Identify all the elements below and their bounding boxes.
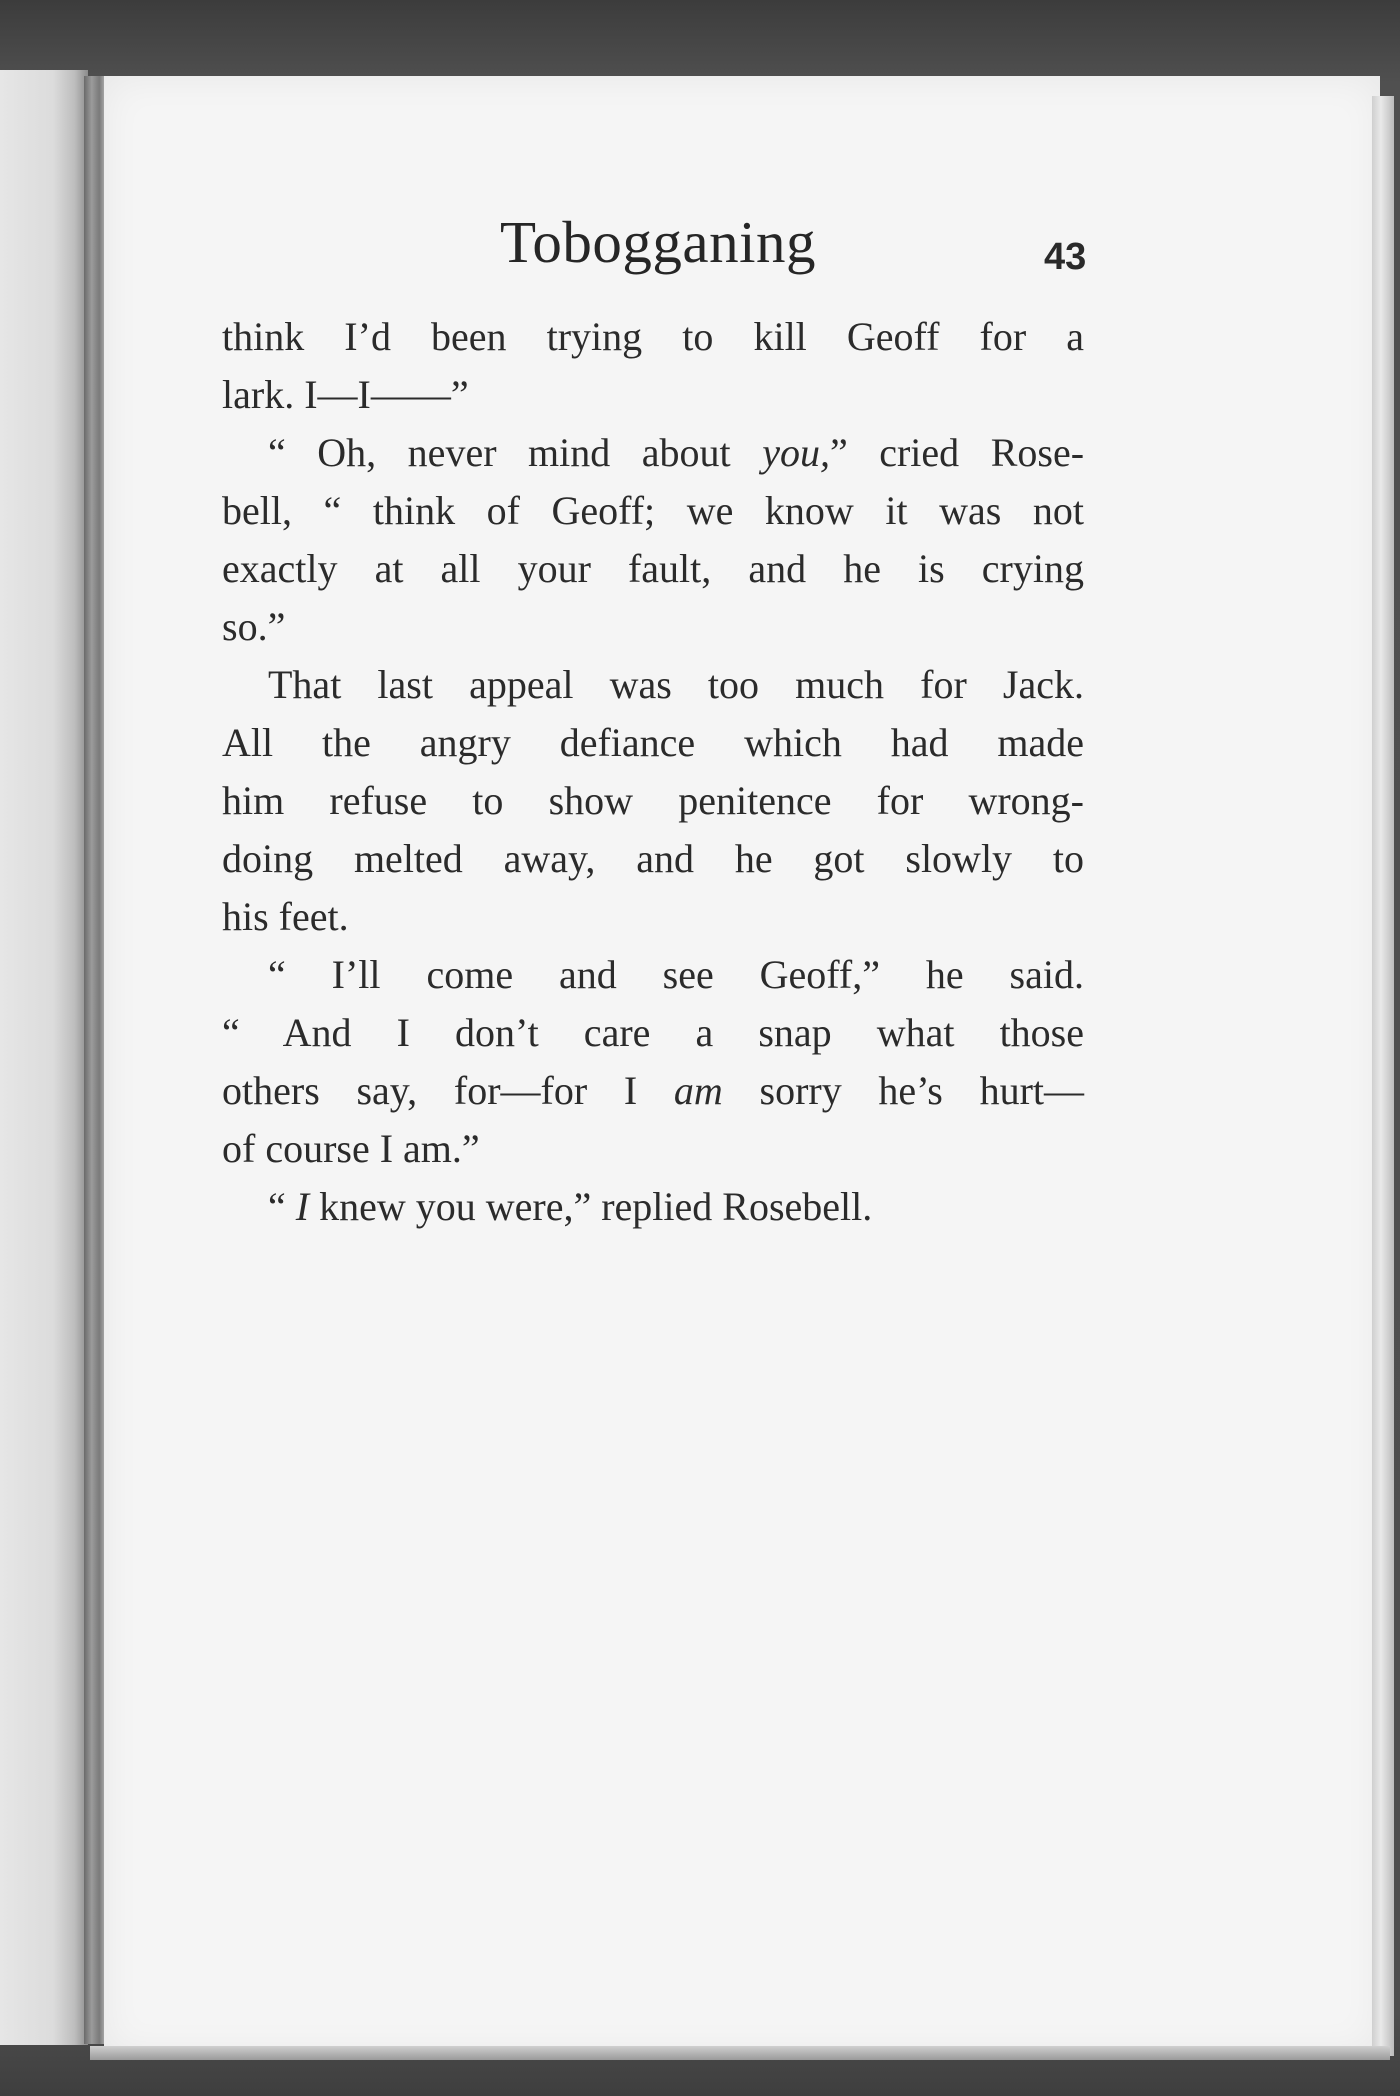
text-line: his feet. — [222, 894, 349, 939]
italic-text-run: I — [295, 1184, 310, 1229]
text-line: “ And I don’t care a snap what those — [222, 1010, 1084, 1055]
page-stack-right-edge — [1372, 96, 1394, 2056]
text-run: others say, for—for I — [222, 1068, 674, 1113]
book-gutter — [84, 76, 106, 2044]
page-number: 43 — [1044, 236, 1087, 278]
text-line: “ I’ll come and see Geoff,” he said. — [268, 952, 1084, 997]
text-line — [222, 1062, 1084, 1120]
text-line: bell, “ think of Geoff; we know it was not — [222, 488, 1084, 533]
facing-page-edge — [0, 70, 88, 2045]
running-head: Tobogganing — [500, 209, 816, 275]
text-line: lark. I—I——” — [222, 372, 469, 417]
text-line: exactly at all your fault, and he is crying — [222, 546, 1084, 591]
text-line: doing melted away, and he got slowly to — [222, 836, 1084, 881]
page-stack-bottom-edge — [90, 2046, 1390, 2060]
text-line: think I’d been trying to kill Geoff for a — [222, 314, 1084, 359]
text-run: “ Oh, never mind about — [268, 430, 763, 475]
text-line: of course I am.” — [222, 1126, 480, 1171]
text-line: All the angry defiance which had made — [222, 720, 1084, 765]
text-run: “ — [268, 1184, 296, 1229]
italic-text-run: you, — [762, 430, 830, 475]
body-text — [222, 308, 1084, 1236]
text-line — [222, 1178, 1084, 1236]
text-run: sorry he’s hurt— — [722, 1068, 1085, 1113]
text-run: knew you were,” replied Rosebell. — [309, 1184, 873, 1229]
italic-text-run: am — [673, 1068, 723, 1113]
text-line: him refuse to show penitence for wrong- — [222, 778, 1084, 823]
text-run: ” cried Rose- — [829, 430, 1085, 475]
text-line: That last appeal was too much for Jack. — [268, 662, 1084, 707]
text-line: so.” — [222, 604, 286, 649]
text-line — [222, 424, 1084, 482]
